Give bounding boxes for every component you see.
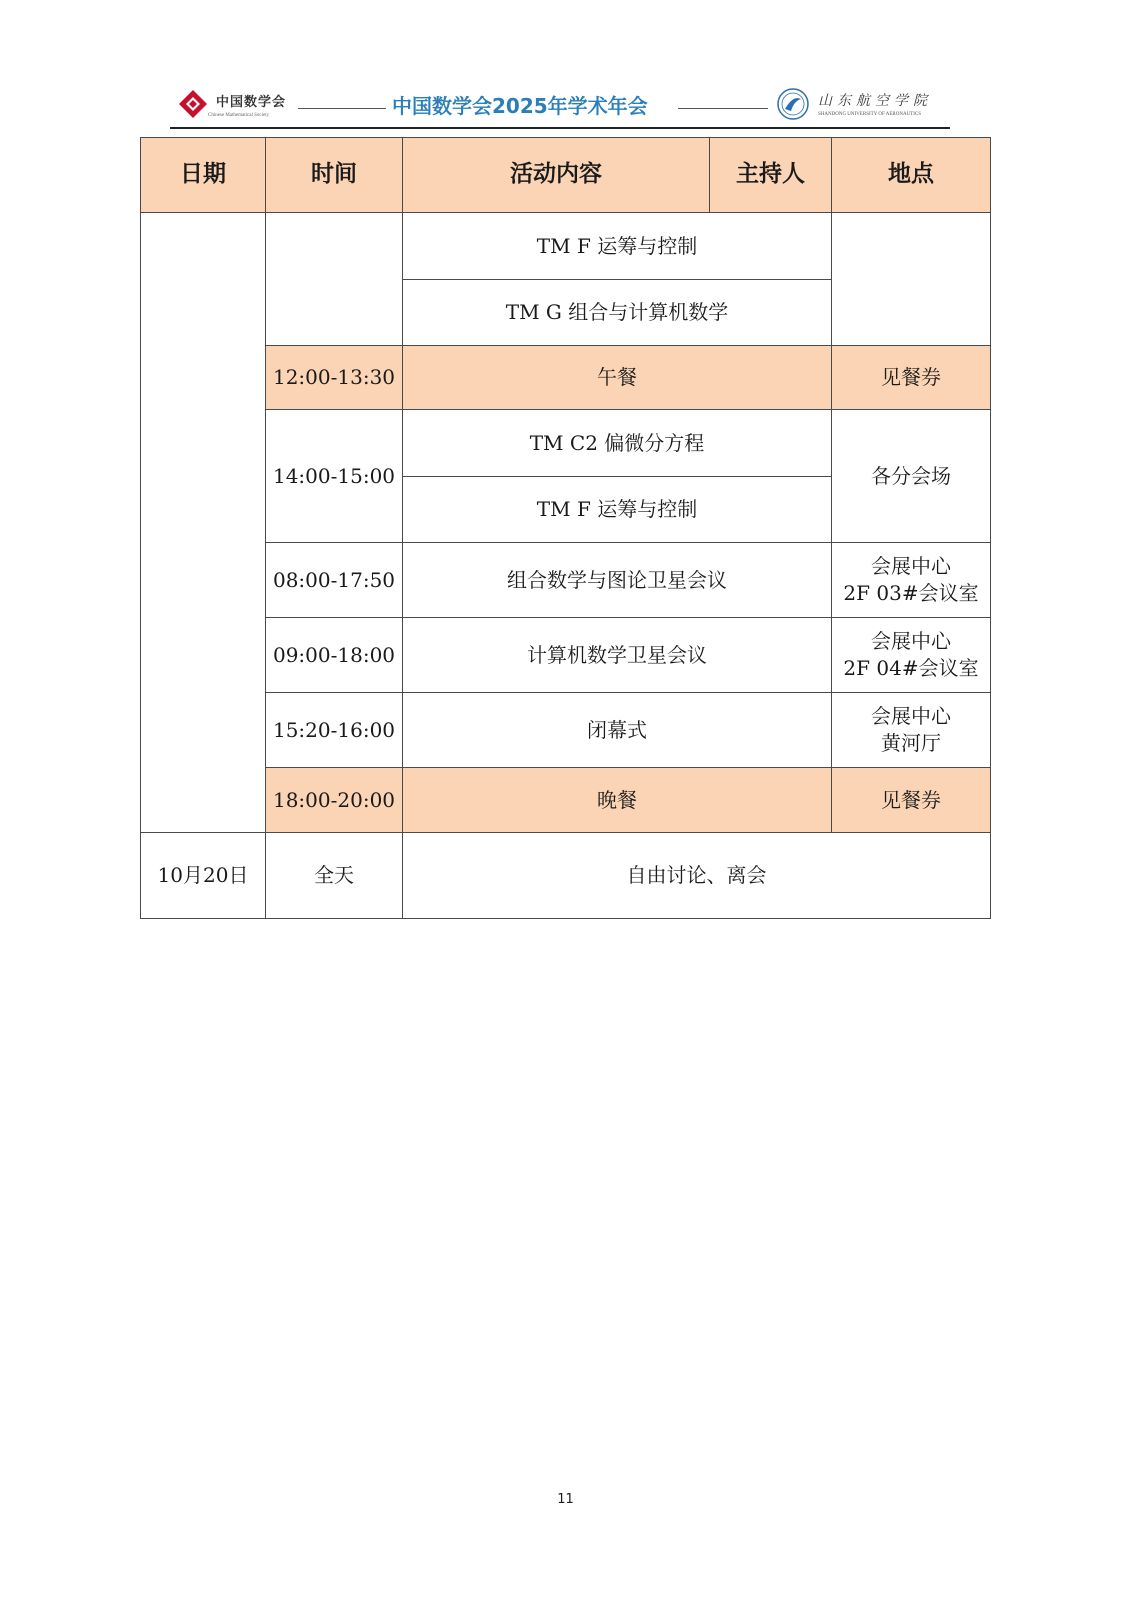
university-name: 山东航空学院 [818,93,932,109]
page-number: 11 [557,1492,574,1507]
time-cell: 14:00-15:00 [266,410,403,543]
time-cell: 15:20-16:00 [266,693,403,768]
cms-name: 中国数学会 [216,95,287,110]
location-cell [832,618,991,693]
location-cell: 见餐券 [832,768,991,833]
date-cell: 10月20日 [141,833,266,919]
activity-cell: 组合数学与图论卫星会议 [403,543,832,618]
activity-cell: 计算机数学卫星会议 [403,618,832,693]
table-row [141,213,991,280]
location-cell [832,543,991,618]
table-header-row [141,138,991,213]
table-row [141,410,991,477]
header-divider-left [298,108,386,109]
table-row-dinner [141,768,991,833]
cms-logo-icon [178,89,208,119]
time-cell: 18:00-20:00 [266,768,403,833]
header-divider-right [678,108,768,109]
activity-cell: TM C2 偏微分方程 [403,410,832,477]
location-cell-empty [832,213,991,346]
column-header-time: 时间 [266,138,403,213]
location-line: 2F 03#会议室 [843,581,979,605]
location-cell: 各分会场 [832,410,991,543]
activity-cell: 自由讨论、离会 [403,833,991,919]
table-row-oct20 [141,833,991,919]
location-cell [832,693,991,768]
activity-cell: TM F 运筹与控制 [403,213,832,280]
activity-cell: TM F 运筹与控制 [403,477,832,543]
university-logo-icon [776,87,810,121]
column-header-activity: 活动内容 [403,138,710,213]
page-header [170,82,950,130]
activity-cell: 晚餐 [403,768,832,833]
table-row [141,693,991,768]
location-cell: 见餐券 [832,346,991,410]
location-line: 会展中心 [871,704,951,728]
university-english-name: SHANDONG UNIVERSITY OF AERONAUTICS [818,112,922,117]
column-header-date: 日期 [141,138,266,213]
location-line: 会展中心 [871,629,951,653]
cms-english-name: Chinese Mathematical Society [208,113,270,118]
activity-cell: 闭幕式 [403,693,832,768]
table-row-lunch [141,346,991,410]
column-header-host: 主持人 [710,138,832,213]
activity-cell: 午餐 [403,346,832,410]
table-row [141,543,991,618]
location-line: 黄河厅 [881,731,941,755]
time-cell: 08:00-17:50 [266,543,403,618]
conference-title: 中国数学会2025年学术年会 [392,94,648,118]
time-cell: 09:00-18:00 [266,618,403,693]
table-row [141,618,991,693]
time-cell: 12:00-13:30 [266,346,403,410]
schedule-table [140,137,991,919]
time-cell-empty [266,213,403,346]
activity-cell: TM G 组合与计算机数学 [403,280,832,346]
time-cell: 全天 [266,833,403,919]
column-header-location: 地点 [832,138,991,213]
header-rule [170,127,950,129]
location-line: 2F 04#会议室 [843,656,979,680]
date-cell-continued [141,213,266,833]
location-line: 会展中心 [871,554,951,578]
